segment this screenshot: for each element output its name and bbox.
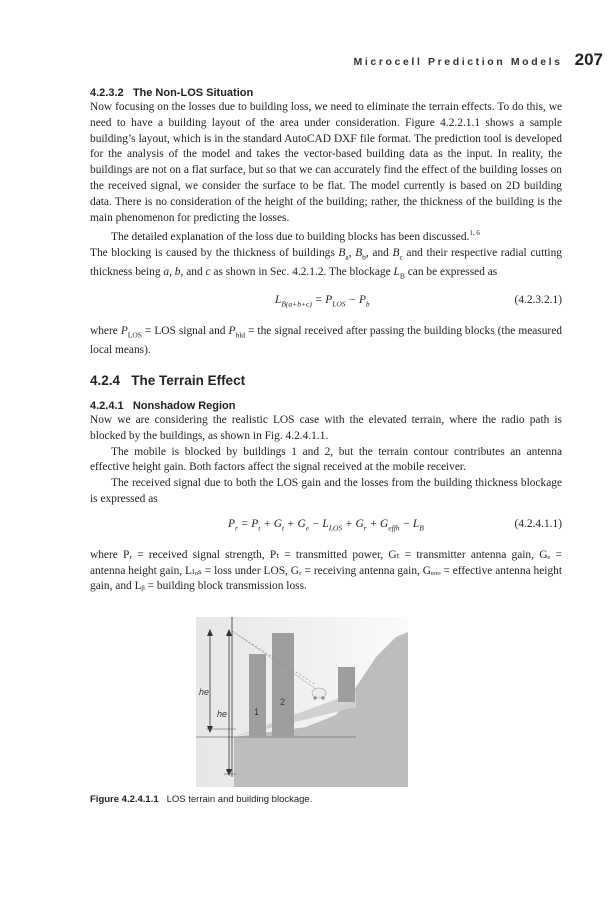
page-number: 207 [574, 50, 603, 69]
equation-number: (4.2.4.1.1) [514, 517, 562, 530]
paragraph: The received signal due to both the LOS gain and the losses from the building thickness blockage is expressed as [90, 477, 562, 505]
section-heading-4232: 4.2.3.2 The Non-LOS Situation [90, 87, 254, 99]
paragraph: The mobile is blocked by buildings 1 and 2, but the terrain contour contributes an antenna effective height gain. Both factors affect the signal received at the mobile receiver. [90, 445, 562, 474]
paragraph: Now we are considering the realistic LOS case with the elevated terrain, where the radio path is blocked by the buildings, as shown in Fig. 4.2.4.1.1. [90, 414, 562, 442]
building-2 [272, 633, 294, 737]
mobile-icon [312, 688, 326, 700]
label-he-big: he [199, 687, 210, 697]
paragraph: where Pᵣ = received signal strength, Pₜ = transmitted power, Gₜ = transmitter antenna gain, Gₑ = antenna height gain, Lₗₒₛ = loss under LOS, Gᵣ = receiving antenna gain, Gₑₒₒ = effective antenna height gain, and Lᵦ = building block transmission loss. [90, 548, 562, 593]
equation-number: (4.2.3.2.1) [514, 294, 562, 307]
building-1-label: 1 [254, 707, 260, 717]
figure-caption [90, 794, 312, 805]
section-heading-4241: 4.2.4.1 Nonshadow Region [90, 400, 236, 412]
building-1 [249, 654, 266, 737]
label-he-small: he [217, 709, 228, 719]
caption-text: LOS terrain and building blockage. [166, 794, 313, 805]
page-body [90, 87, 562, 595]
building-2-label: 2 [280, 697, 286, 707]
running-header [354, 44, 603, 68]
equation-4-2-3-2-1: $L_{B(a+b+c)} = P_{LOS} - P_b$ (4.2.3.2.1) [275, 294, 562, 309]
running-title: Microcell Prediction Models [353, 56, 563, 68]
paragraph: The detailed explanation of the loss due to building blocks has been discussed.$^{1, 6}$ [111, 229, 480, 244]
building-3 [338, 667, 355, 702]
citation-ref: 1, 6 [469, 229, 480, 238]
paragraph: The blocking is caused by the thickness of buildings $B_a$, $B_b$, and $B_c$ and their respective radial cutting thickness being a, b, and c as shown in Sec. 4.2.1.2. The blockage $L_B$ can be expressed as [90, 246, 562, 281]
terrain-figure [196, 617, 408, 787]
section-heading-424: 4.2.4 The Terrain Effect [90, 373, 246, 388]
paragraph: Now focusing on the losses due to building loss, we need to eliminate the terrain effects. To do this, we need to have a building layout of the area under consideration. Figure 4.2.2.1.1 shows a sample building’s layout, which is in the standard AutoCAD DXF file format. The prediction tool is developed for the analysis of the model and takes the vector-based building data as the input. In reality, the buildings are not on a flat surface, but so that we can accurately find the effect of the building losses on the received signal, we consider the surface to be flat. The model currently is based on 2D building data. There is no consideration of the height of the building; rather, the thickness of the building is the main phenomenon for predicting the losses. [90, 101, 562, 224]
equation-4-2-4-1-1: $P_r = P_t + G_t + G_e - L_{LOS} + G_r + G_{effh} - L_B$ (4.2.4.1.1) [228, 517, 562, 533]
caption-label: Figure 4.2.4.1.1 [90, 794, 159, 805]
paragraph: where $P_{LOS}$ = LOS signal and $P_{bld}$ = the signal received after passing the building blocks (the measured local means). [90, 325, 562, 357]
